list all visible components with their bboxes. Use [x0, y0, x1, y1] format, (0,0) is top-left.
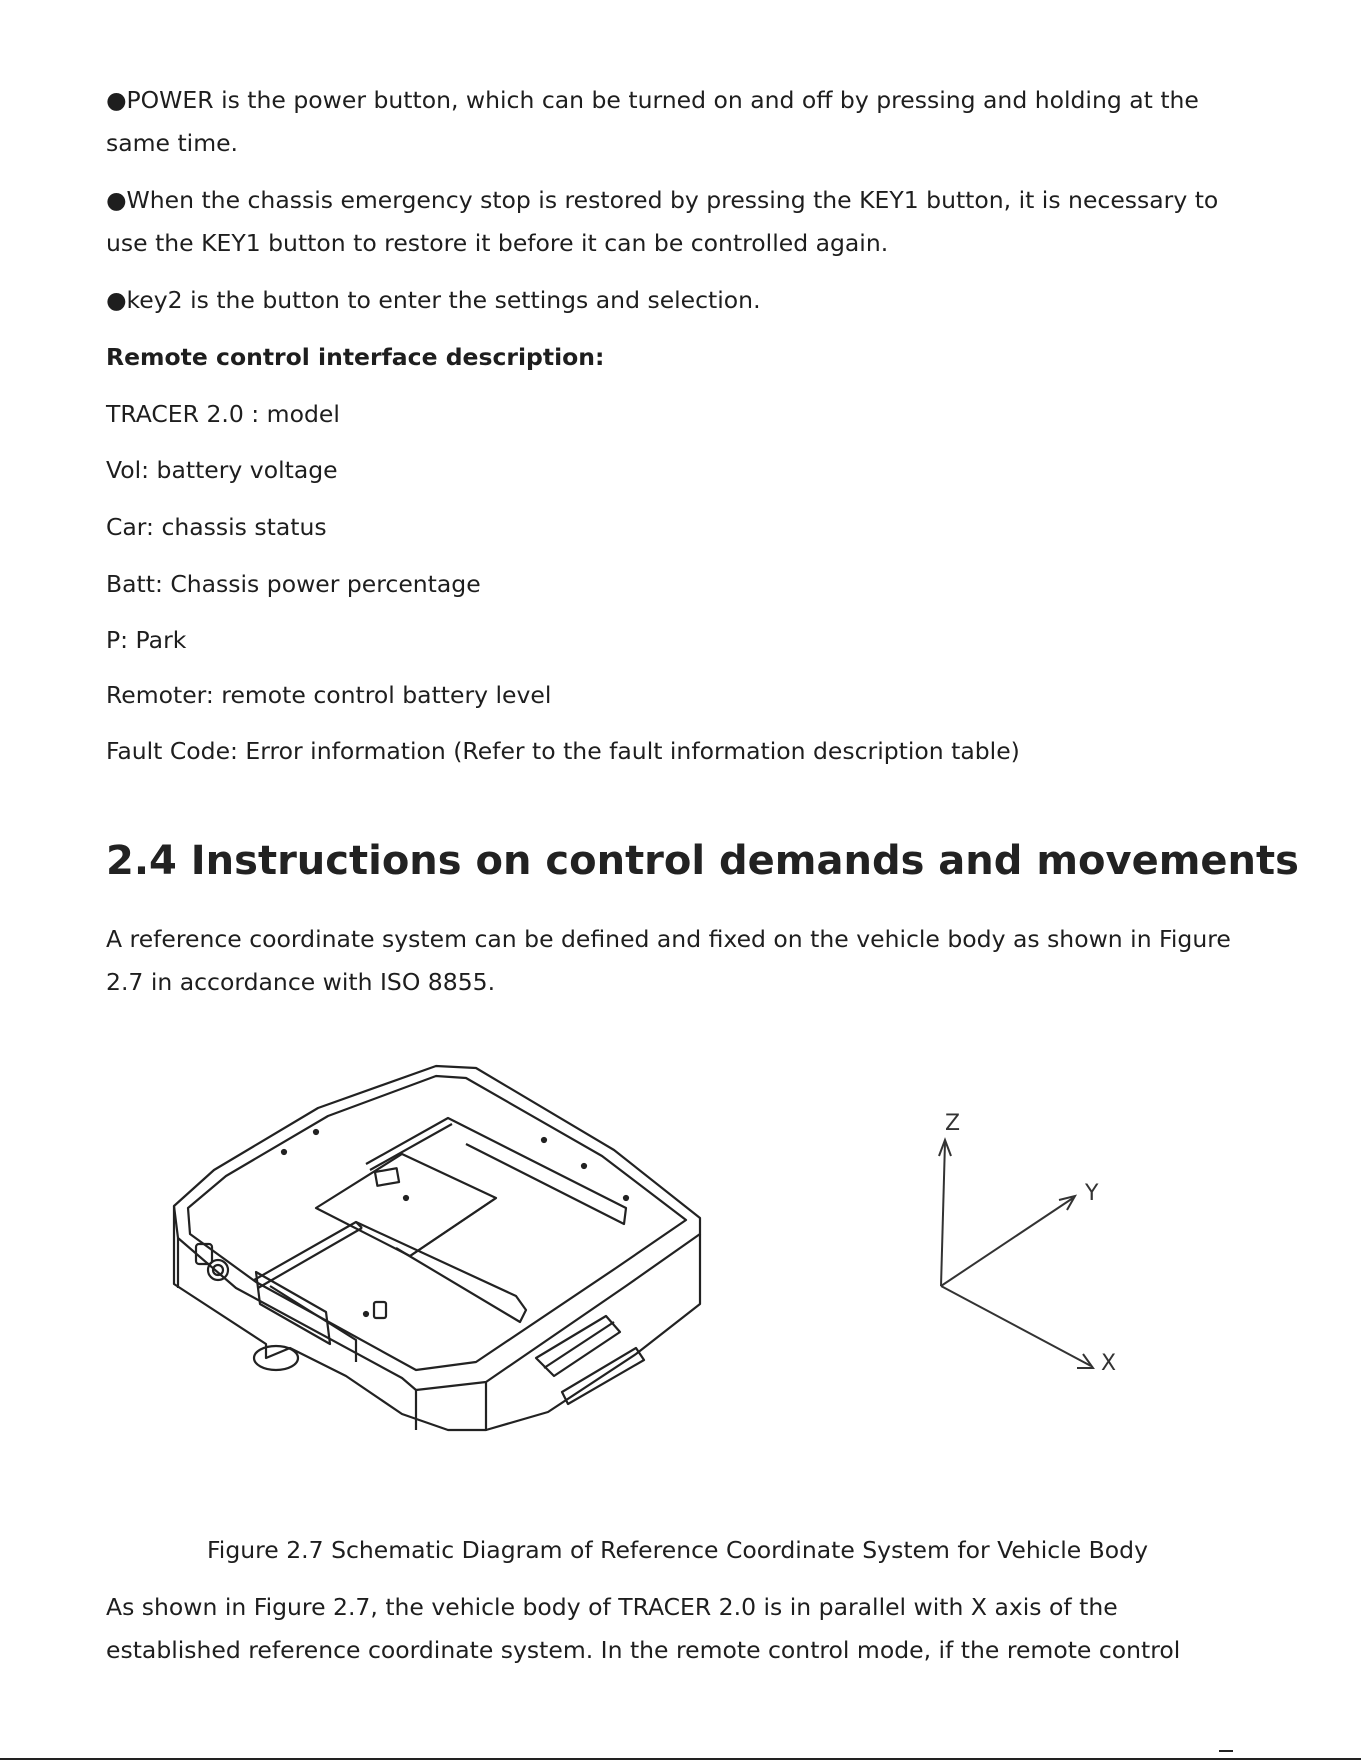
bullet-text-line: POWER is the power button, which can be turned on and off by pressing and holding at the [126, 86, 1199, 114]
axis-label-y: Y [1085, 1181, 1099, 1206]
page-bottom-rule [0, 1758, 1361, 1760]
remote-item: Remoter: remote control battery level [106, 681, 552, 709]
bullet-text-line: When the chassis emergency stop is restored by pressing the KEY1 button, it is necessary to [126, 186, 1219, 214]
bullet-text-line: same time. [106, 129, 239, 157]
y-axis-line [941, 1198, 1073, 1286]
vehicle-body-diagram [166, 1058, 706, 1448]
page-number-mark [1219, 1750, 1233, 1752]
intro-line: 2.7 in accordance with ISO 8855. [106, 968, 496, 996]
x-arrowhead [1077, 1354, 1093, 1368]
section-intro [106, 918, 1231, 1004]
remote-item: P: Park [106, 626, 187, 654]
remote-item: TRACER 2.0 : model [106, 400, 340, 428]
bullet-marker: ● [106, 186, 127, 214]
intro-line: A reference coordinate system can be defined and fixed on the vehicle body as shown in Figure [106, 925, 1231, 953]
remote-item: Car: chassis status [106, 513, 327, 541]
figure-caption: Figure 2.7 Schematic Diagram of Reference Coordinate System for Vehicle Body [207, 1536, 1148, 1564]
x-axis-line [941, 1286, 1091, 1366]
closing-line: As shown in Figure 2.7, the vehicle body of TRACER 2.0 is in parallel with X axis of the [106, 1593, 1118, 1621]
axis-label-z: Z [945, 1111, 961, 1136]
remote-item: Fault Code: Error information (Refer to the fault information description table) [106, 737, 1020, 765]
bullet-key2 [106, 279, 761, 322]
section-title: 2.4 Instructions on control demands and movements [106, 838, 1299, 884]
z-axis-line [941, 1142, 945, 1286]
closing-line: established reference coordinate system. In the remote control mode, if the remote control [106, 1636, 1181, 1664]
bullet-marker: ● [106, 86, 127, 114]
remote-item: Batt: Chassis power percentage [106, 570, 481, 598]
remote-interface-heading: Remote control interface description: [106, 343, 605, 371]
bullet-key1 [106, 179, 1218, 265]
coordinate-axes-diagram [925, 1100, 1145, 1380]
bullet-text-line: key2 is the button to enter the settings and selection. [126, 286, 761, 314]
remote-item: Vol: battery voltage [106, 456, 338, 484]
closing-paragraph [106, 1586, 1180, 1672]
bullet-marker: ● [106, 286, 127, 314]
bullet-text-line: use the KEY1 button to restore it before it can be controlled again. [106, 229, 889, 257]
axis-label-x: X [1101, 1351, 1117, 1376]
bullet-power [106, 79, 1199, 165]
